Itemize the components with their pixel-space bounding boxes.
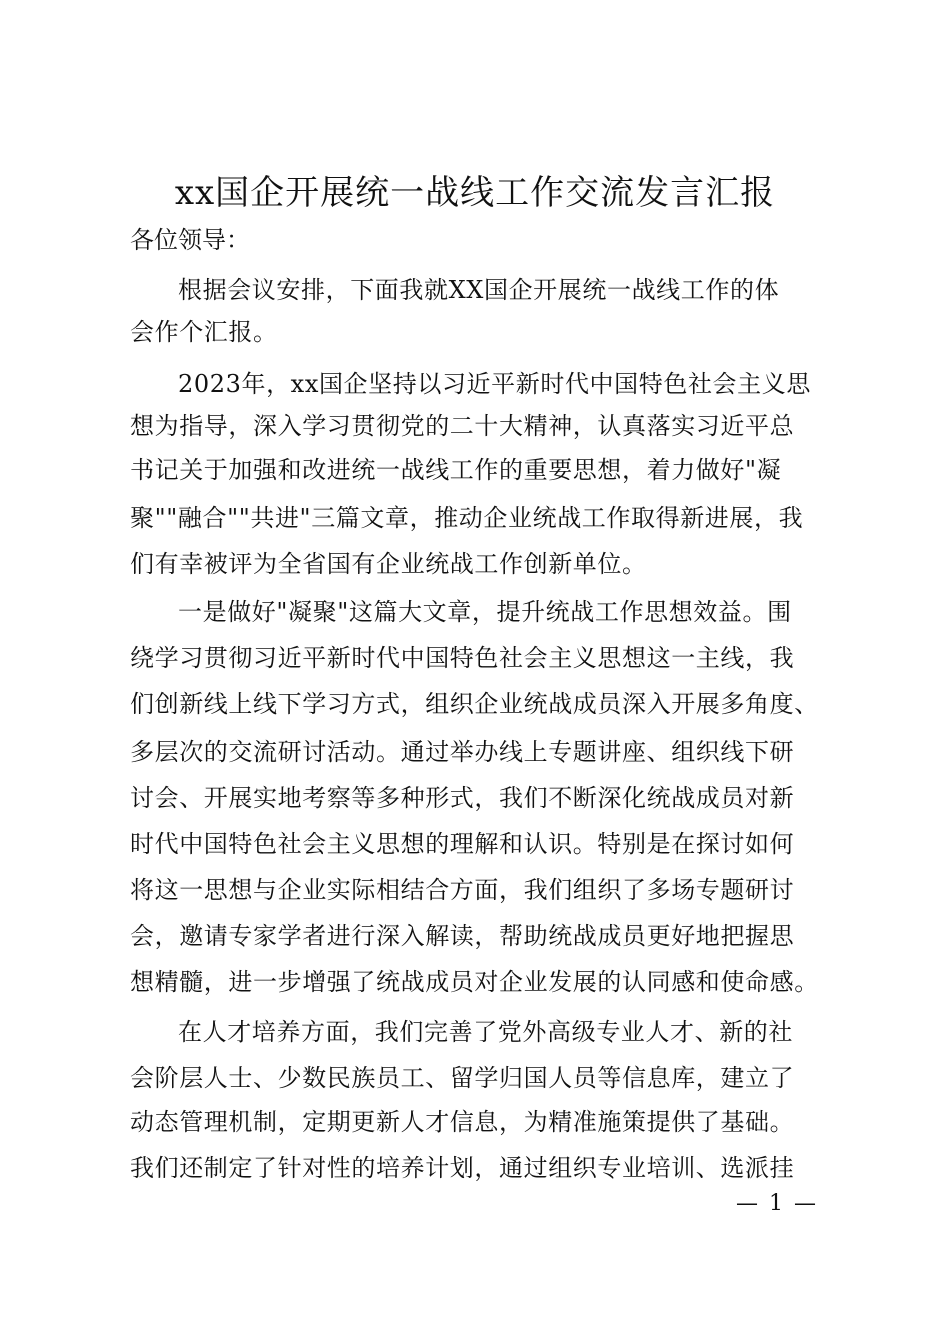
paragraph-2-line-4: 聚""融合""共进"三篇文章，推动企业统战工作取得新进展，我 [130, 504, 804, 532]
page-number: — 1 — [736, 1191, 818, 1216]
paragraph-2-line-2: 想为指导，深入学习贯彻党的二十大精神，认真落实习近平总 [130, 412, 795, 440]
paragraph-3-line-8: 会，邀请专家学者进行深入解读，帮助统战成员更好地把握思 [130, 922, 795, 950]
paragraph-4-line-4: 我们还制定了针对性的培养计划，通过组织专业培训、选派挂 [130, 1154, 795, 1182]
paragraph-3-line-4: 多层次的交流研讨活动。通过举办线上专题讲座、组织线下研 [130, 738, 795, 766]
paragraph-3-line-3: 们创新线上线下学习方式，组织企业统战成员深入开展多角度、 [130, 690, 819, 718]
paragraph-3-line-6: 时代中国特色社会主义思想的理解和认识。特别是在探讨如何 [130, 830, 795, 858]
paragraph-2-line-3: 书记关于加强和改进统一战线工作的重要思想，着力做好"凝 [130, 456, 782, 484]
paragraph-4-line-2: 会阶层人士、少数民族员工、留学归国人员等信息库，建立了 [130, 1064, 795, 1092]
paragraph-2-line-5: 们有幸被评为全省国有企业统战工作创新单位。 [130, 550, 647, 578]
paragraph-4-line-1: 在人才培养方面，我们完善了党外高级专业人才、新的社 [178, 1018, 793, 1046]
document-title: xx国企开展统一战线工作交流发言汇报 [174, 173, 776, 213]
paragraph-3-line-5: 讨会、开展实地考察等多种形式，我们不断深化统战成员对新 [130, 784, 795, 812]
paragraph-3-line-2: 绕学习贯彻习近平新时代中国特色社会主义思想这一主线，我 [130, 644, 795, 672]
paragraph-4-line-3: 动态管理机制，定期更新人才信息，为精准施策提供了基础。 [130, 1108, 795, 1136]
paragraph-3-line-7: 将这一思想与企业实际相结合方面，我们组织了多场专题研讨 [130, 876, 795, 904]
salutation: 各位领导： [130, 226, 250, 254]
paragraph-3-line-1: 一是做好"凝聚"这篇大文章，提升统战工作思想效益。围 [178, 598, 792, 626]
paragraph-1-line-2: 会作个汇报。 [130, 318, 278, 346]
paragraph-1-line-1: 根据会议安排，下面我就XX国企开展统一战线工作的体 [178, 276, 780, 304]
paragraph-2-line-1: 2023年，xx国企坚持以习近平新时代中国特色社会主义思 [178, 370, 811, 398]
paragraph-3-line-9: 想精髓，进一步增强了统战成员对企业发展的认同感和使命感。 [130, 968, 819, 996]
